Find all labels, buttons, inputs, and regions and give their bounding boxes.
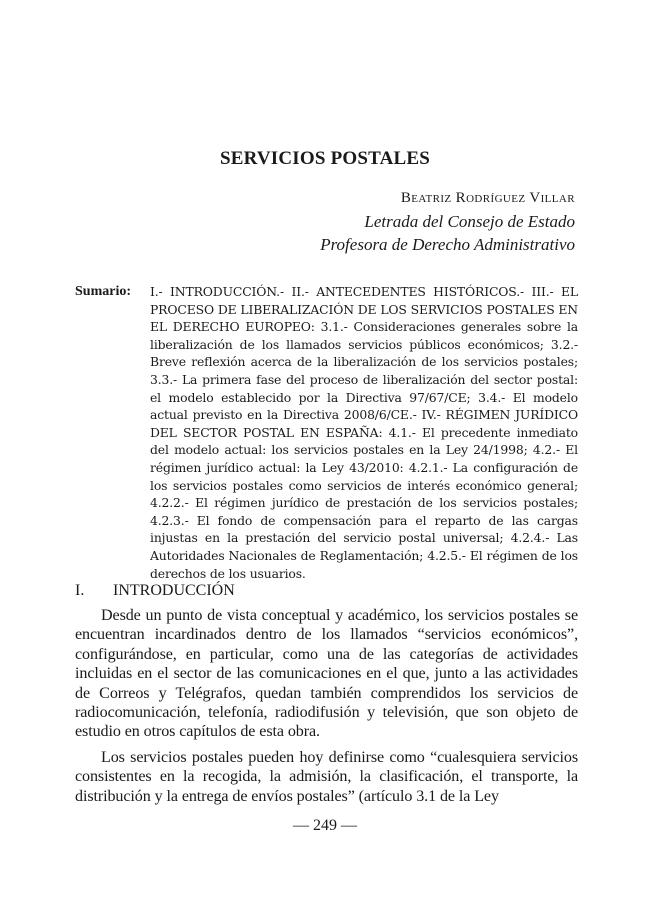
author-role-1: Letrada del Consejo de Estado	[364, 212, 575, 231]
author-name: Beatriz Rodríguez Villar	[400, 190, 575, 206]
section-number: I.	[75, 582, 85, 599]
author-role-2: Profesora de Derecho Administrativo	[320, 235, 575, 254]
summary-label-text: Sumario	[75, 284, 127, 299]
section-heading	[75, 580, 578, 602]
author-block	[320, 186, 575, 256]
section-title: INTRODUCCIÓN	[113, 582, 235, 599]
paragraph: Los servicios postales pueden hoy definirse como “cualesquiera servicios consistentes en la recogida, la admisión, la clasificación, el transporte, la distribución y la entrega de envíos postales” (artículo 3.1 de la Ley	[75, 748, 578, 805]
paragraph: Desde un punto de vista conceptual y académico, los servicios postales se encuentran incardinados dentro de los llamados “servicios económicos”, configurándose, en particular, como una de las categorías de actividades incluidas en el sector de las comunicaciones en el que, junto a las actividades de Correos y Telégrafos, quedan también comprendidos los servicios de radiocomunicación, telefonía, radiodifusión y televisión, que son objeto de estudio en otros capítulos de esta obra.	[75, 607, 578, 741]
summary-label: Sumario:	[75, 284, 132, 299]
body-text	[75, 606, 578, 812]
document-title: SERVICIOS POSTALES	[219, 148, 431, 169]
summary-text: I.- INTRODUCCIÓN.- II.- ANTECEDENTES HISTÓRICOS.- III.- EL PROCESO DE LIBERALIZACIÓN DE LOS SERVICIOS POSTALES EN EL DERECHO EUROPEO: 3.1.- Consideraciones generales sobre la liberalización de los llamados servicios públicos económicos; 3.2.- Breve reflexión acerca de la liberalización de los servicios postales; 3.3.- La primera fase del proceso de liberalización del sector postal: el modelo establecido por la Directiva 97/67/CE; 3.4.- El modelo actual previsto en la Directiva 2008/6/CE.- IV.- RÉGIMEN JURÍDICO DEL SECTOR POSTAL EN ESPAÑA: 4.1.- El precedente inmediato del modelo actual: los servicios postales en la Ley 24/1998; 4.2.- El régimen jurídico actual: la Ley 43/2010: 4.2.1.- La configuración de los servicios postales como servicios de interés económico general; 4.2.2.- El régimen jurídico de prestación de los servicios postales; 4.2.3.- El fondo de compensación para el reparto de las cargas injustas en la prestación del servicio postal universal; 4.2.4.- Las Autoridades Nacionales de Reglamentación; 4.2.5.- El régimen de los derechos de los usuarios.	[150, 284, 578, 581]
page-number: — 249 —	[293, 817, 357, 834]
